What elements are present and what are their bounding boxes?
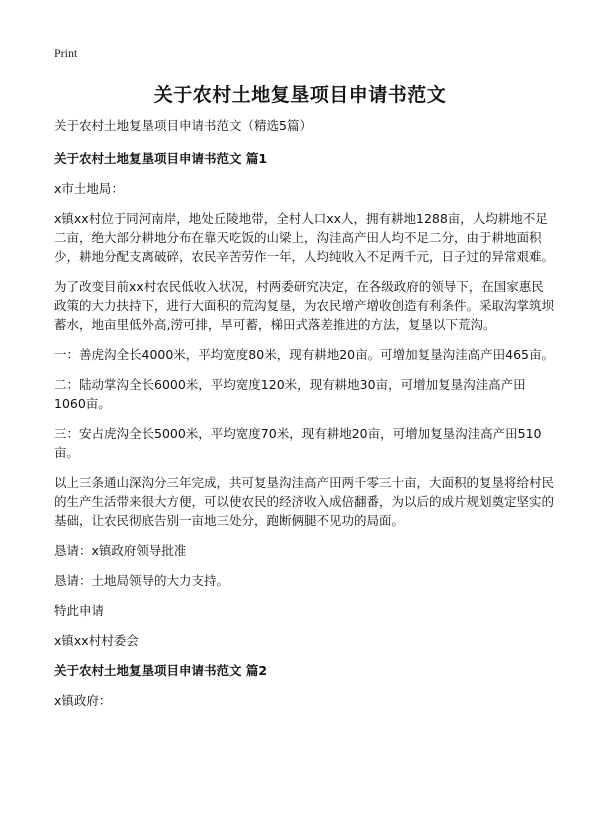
request-line: 恳请：x镇政府领导批准	[54, 543, 187, 558]
paragraph: x镇xx村位于同河南岸，地处丘陵地带，全村人口xx人，拥有耕地1288亩，人均耕地不足二亩，绝大部分耕地分布在靠天吃饭的山梁上，沟洼高产田人均不足二分，由于耕地面积少，耕地分配支离破碎，农民辛苦劳作一年，人均纯收入不足两千元，日子过的异常艰难。	[54, 211, 555, 264]
paragraph: 三：安占虎沟全长5000米，平均宽度70米，现有耕地20亩，可增加复垦沟洼高产田510亩。	[54, 426, 542, 460]
request-line: 恳请：土地局领导的大力支持。	[54, 573, 230, 588]
paragraph: 二：陆动掌沟全长6000米，平均宽度120米，现有耕地30亩，可增加复垦沟洼高产田1060亩。	[54, 377, 526, 411]
print-label: Print	[54, 46, 78, 60]
document-body	[54, 116, 554, 721]
page-title: 关于农村土地复垦项目申请书范文	[153, 84, 447, 106]
salutation: x镇政府：	[54, 693, 112, 708]
section-heading-2: 关于农村土地复垦项目申请书范文 篇2	[54, 663, 268, 678]
document-subtitle: 关于农村土地复垦项目申请书范文（精选5篇）	[54, 118, 312, 133]
paragraph: 一：善虎沟全长4000米，平均宽度80米，现有耕地20亩。可增加复垦沟洼高产田465亩。	[54, 347, 554, 362]
salutation: x市土地局：	[54, 181, 124, 196]
closing-line: 特此申请	[54, 603, 105, 618]
paragraph: 以上三条通山深沟分三年完成，共可复垦沟洼高产田两千零三十亩，大面积的复垦将给村民的生产生活带来很大方便，可以使农民的经济收入成倍翻番，为以后的成片规划奠定坚实的基础，让农民彻底告别一亩地三处分，跑断俩腿不见功的局面。	[54, 475, 555, 528]
signature-line: x镇xx村村委会	[54, 633, 139, 648]
section-heading-1: 关于农村土地复垦项目申请书范文 篇1	[54, 151, 268, 166]
paragraph: 为了改变目前xx村农民低收入状况，村两委研究决定，在各级政府的领导下，在国家惠民政策的大力扶持下，进行大面积的荒沟复垦，为农民增产增收创造有利条件。采取沟掌筑坝蓄水，地亩里低外高,涝可排，旱可蓄，梯田式落差推进的方法，复垦以下荒沟。	[54, 279, 555, 332]
